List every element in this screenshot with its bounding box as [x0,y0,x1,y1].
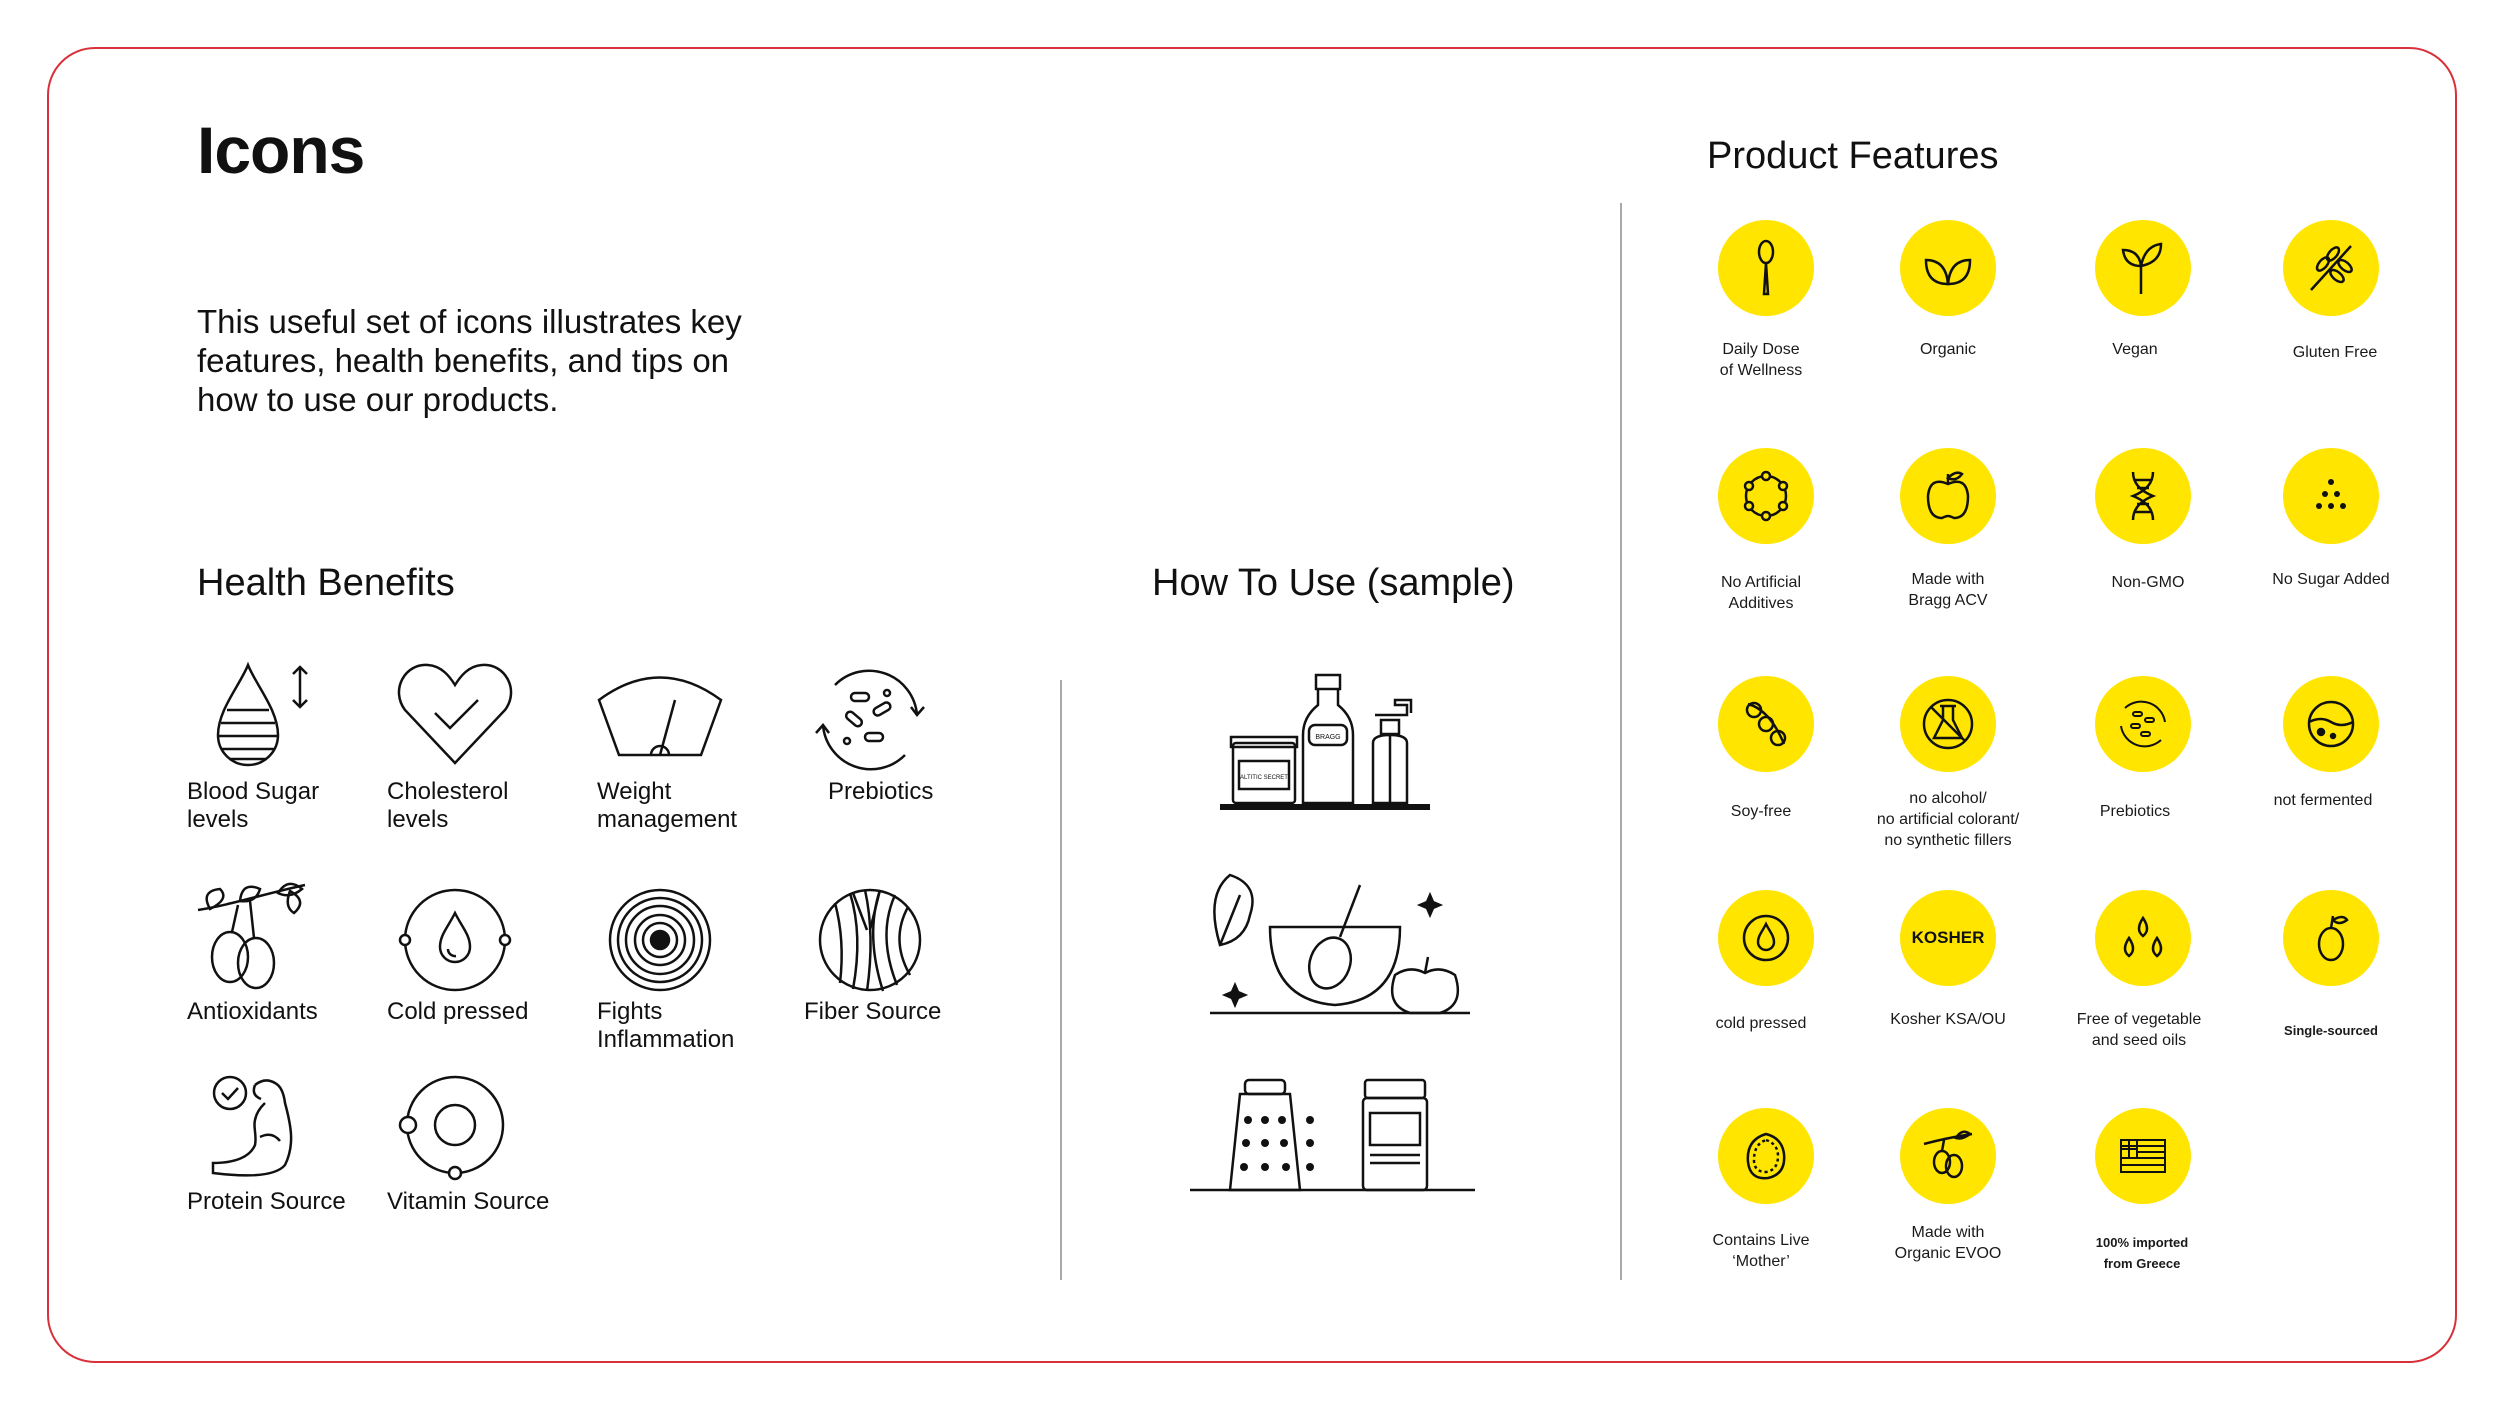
pf-label-kosher: Kosher KSA/OU [1890,1011,2006,1028]
hb-label-weight: Weight management [597,778,738,833]
pf-label-non-gmo: Non-GMO [2111,574,2185,591]
apple-icon [1900,448,1996,544]
spoon-icon [1718,220,1814,316]
pf-label-not-fermented: not fermented [2273,792,2373,809]
bottle-label: BRAGG [1315,734,1341,741]
seed-drops-icon [2095,890,2191,986]
hb-label-blood-sugar: Blood Sugar levels [187,778,320,833]
fiber-circle-icon [805,875,935,1005]
olive-branch-icon [190,875,320,1005]
pf-label-prebiotics: Prebiotics [2099,803,2171,820]
pf-label-vegan: Vegan [2112,341,2158,358]
scale-gauge-icon [595,655,725,785]
drop-circle-icon [390,875,520,1005]
pf-label-single-sourced: Single-sourced [2284,1023,2378,1038]
divider-left [1060,680,1062,1280]
dna-icon [2095,448,2191,544]
soybean-icon [1718,676,1814,772]
pf-label-free-of-oils: Free of vegetable and seed oils [2076,1011,2202,1049]
divider-right [1620,203,1622,1280]
kosher-text-icon: KOSHER [1900,890,1996,986]
pf-label-bragg-acv: Made with Bragg ACV [1908,571,1988,609]
pf-label-organic: Organic [1919,341,1977,358]
molecule-ring-icon [1718,448,1814,544]
heart-check-icon [390,655,520,785]
hb-label-cold-pressed: Cold pressed [387,998,529,1025]
orbit-circle-icon [390,1060,520,1190]
flask-crossed-icon [1900,676,1996,772]
pf-label-no-sugar: No Sugar Added [2272,571,2390,588]
prebiotic-cycle-icon [805,655,935,785]
wheat-icon [2283,220,2379,316]
pf-label-daily-dose: Daily Dose of Wellness [1719,341,1803,379]
page-title: Icons [197,113,365,187]
product-features-heading: Product Features [1707,135,1999,177]
greece-flag-icon [2095,1108,2191,1204]
pf-label-no-artificial: No Artificial Additives [1720,574,1802,612]
sprout-icon [2095,220,2191,316]
single-olive-icon [2283,890,2379,986]
pf-label-live-mother: Contains Live ‘Mother’ [1712,1232,1810,1270]
hb-label-antioxidants: Antioxidants [187,998,318,1025]
culture-blob-icon [1718,1108,1814,1204]
sugar-dots-icon [2283,448,2379,544]
pf-label-cold-pressed: cold pressed [1715,1015,1807,1032]
hb-label-inflammation: Fights Inflammation [597,998,735,1053]
prebiotic-cycle-icon [2095,676,2191,772]
pf-label-organic-evoo: Made with Organic EVOO [1894,1224,2002,1262]
drop-circle-icon [1718,890,1814,986]
pf-label-soy-free: Soy-free [1730,803,1792,820]
pf-label-imported-greece: 100% imported from Greece [2095,1235,2189,1271]
health-benefits-heading: Health Benefits [197,562,455,604]
how-to-use-heading: How To Use (sample) [1152,562,1515,604]
intro-paragraph: This useful set of icons illustrates key features, health benefits, and tips on how to use our products. [197,303,742,418]
hb-label-prebiotics: Prebiotics [828,778,934,805]
pf-label-no-alcohol: no alcohol/ no artificial colorant/ no synthetic fillers [1876,790,2020,849]
jar-label: ALTITIC SECRET [1240,775,1288,781]
grater-jar-icon [1190,1075,1480,1195]
flexed-arm-icon [195,1065,325,1195]
target-rings-icon [595,875,725,1005]
olive-branch-icon [1900,1108,1996,1204]
blood-drop-arrows-icon [200,655,330,785]
hb-label-vitamin: Vitamin Source [387,1188,550,1215]
hb-label-fiber: Fiber Source [804,998,942,1025]
pf-label-gluten-free: Gluten Free [2292,344,2378,361]
leaves-icon [1900,220,1996,316]
mixing-bowl-icon [1200,865,1480,1025]
shelf-bottles-icon [1215,665,1455,815]
hb-label-protein: Protein Source [187,1188,346,1215]
jar-level-icon [2283,676,2379,772]
hb-label-cholesterol: Cholesterol levels [387,778,509,833]
